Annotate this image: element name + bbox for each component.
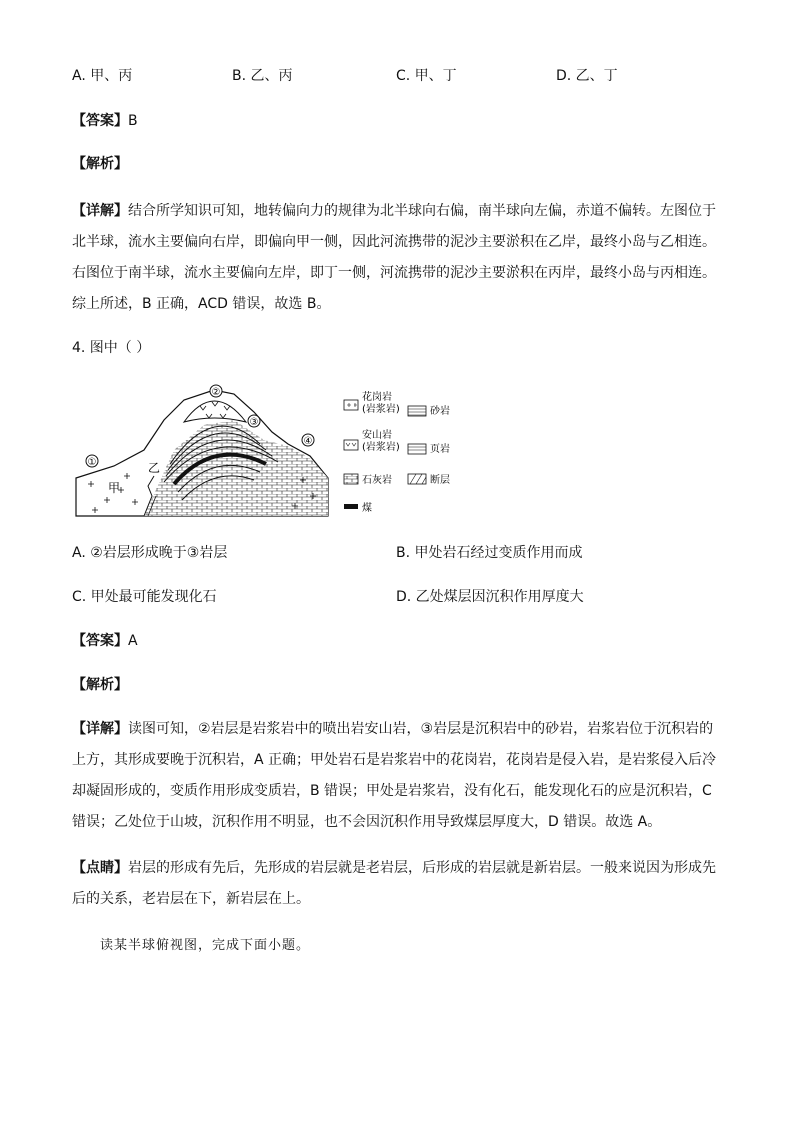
- q4-option-c: C. 甲处最可能发现化石: [72, 589, 217, 605]
- detail-line: 读图可知，②岩层是岩浆岩中的喷出岩安山岩，③岩层是沉积岩中的砂岩，岩浆岩位于沉积岩的: [128, 721, 714, 737]
- detail-line: 错误；乙处位于山坡，沉积作用不明显，也不会因沉积作用导致煤层厚度大，D 错误。故选 A。: [72, 814, 662, 830]
- answer-tag: 【答案】: [72, 113, 128, 129]
- legend-sandstone: 砂岩: [430, 406, 450, 417]
- detail-line: 综上所述，B 正确，ACD 错误，故选 B。: [72, 296, 331, 312]
- detail-line: 北半球，流水主要偏向右岸，即偏向甲一侧，因此河流携带的泥沙主要淤积在乙岸，最终小岛与乙相连。: [72, 234, 716, 250]
- detail-tag: 【详解】: [72, 721, 128, 737]
- q3-option-a: A. 甲、丙: [72, 68, 133, 84]
- q3-detail: [72, 196, 724, 320]
- label-4: ④: [303, 436, 313, 447]
- legend-fault: 断层: [430, 475, 450, 486]
- legend-andesite-sub: (岩浆岩): [362, 442, 400, 453]
- tip-line: 岩层的形成有先后，先形成的岩层就是老岩层，后形成的岩层就是新岩层。一般来说因为形成先: [128, 860, 716, 876]
- next-question-intro: 读某半球俯视图，完成下面小题。: [100, 938, 311, 953]
- answer-tag: 【答案】: [72, 633, 128, 649]
- legend-shale: 页岩: [430, 444, 450, 455]
- q4-detail: [72, 714, 724, 838]
- analysis-tag: 【解析】: [72, 677, 128, 693]
- label-1: ①: [87, 457, 97, 468]
- tip-tag: 【点睛】: [72, 860, 128, 876]
- analysis-tag: 【解析】: [72, 156, 128, 172]
- q4-answer: [72, 631, 138, 651]
- figure-legend: [344, 390, 450, 514]
- answer-value: A: [128, 633, 138, 649]
- q3-option-d: D. 乙、丁: [556, 68, 618, 84]
- q3-analysis-tag: [72, 154, 128, 174]
- legend-limestone: 石灰岩: [362, 475, 392, 486]
- label-jia: 甲: [108, 481, 121, 495]
- label-3: ③: [249, 417, 259, 428]
- detail-line: 右图位于南半球，流水主要偏向左岸，即丁一侧，河流携带的泥沙主要淤积在丙岸，最终小岛与丙相连。: [72, 265, 716, 281]
- q3-option-c: C. 甲、丁: [396, 68, 457, 84]
- geology-cross-section-figure: [74, 380, 464, 522]
- q4-option-b: B. 甲处岩石经过变质作用而成: [396, 545, 583, 561]
- q4-option-d: D. 乙处煤层因沉积作用厚度大: [396, 589, 584, 605]
- q3-option-b: B. 乙、丙: [232, 68, 293, 84]
- detail-tag: 【详解】: [72, 203, 128, 219]
- tip-line: 后的关系，老岩层在下，新岩层在上。: [72, 891, 310, 907]
- answer-value: B: [128, 113, 138, 129]
- q4-analysis-tag: [72, 675, 128, 695]
- q4-stem: 4. 图中（ ）: [72, 340, 151, 356]
- label-2: ②: [211, 387, 221, 398]
- detail-line: 却凝固形成的，变质作用形成变质岩，B 错误；甲处是岩浆岩，没有化石，能发现化石的应是沉积岩，C: [72, 783, 712, 799]
- legend-granite: 花岗岩: [362, 392, 392, 403]
- detail-line: 结合所学知识可知，地转偏向力的规律为北半球向右偏，南半球向左偏，赤道不偏转。左图位于: [128, 203, 716, 219]
- q3-answer: [72, 111, 138, 131]
- detail-line: 上方，其形成要晚于沉积岩，A 正确；甲处岩石是岩浆岩中的花岗岩，花岗岩是侵入岩，是岩浆侵入后冷: [72, 752, 717, 768]
- q4-option-a: A. ②岩层形成晚于③岩层: [72, 545, 228, 561]
- label-yi: 乙: [148, 461, 161, 475]
- legend-andesite: 安山岩: [362, 430, 392, 441]
- q4-tip: [72, 853, 724, 915]
- legend-coal: 煤: [362, 503, 372, 514]
- legend-granite-sub: (岩浆岩): [362, 404, 400, 415]
